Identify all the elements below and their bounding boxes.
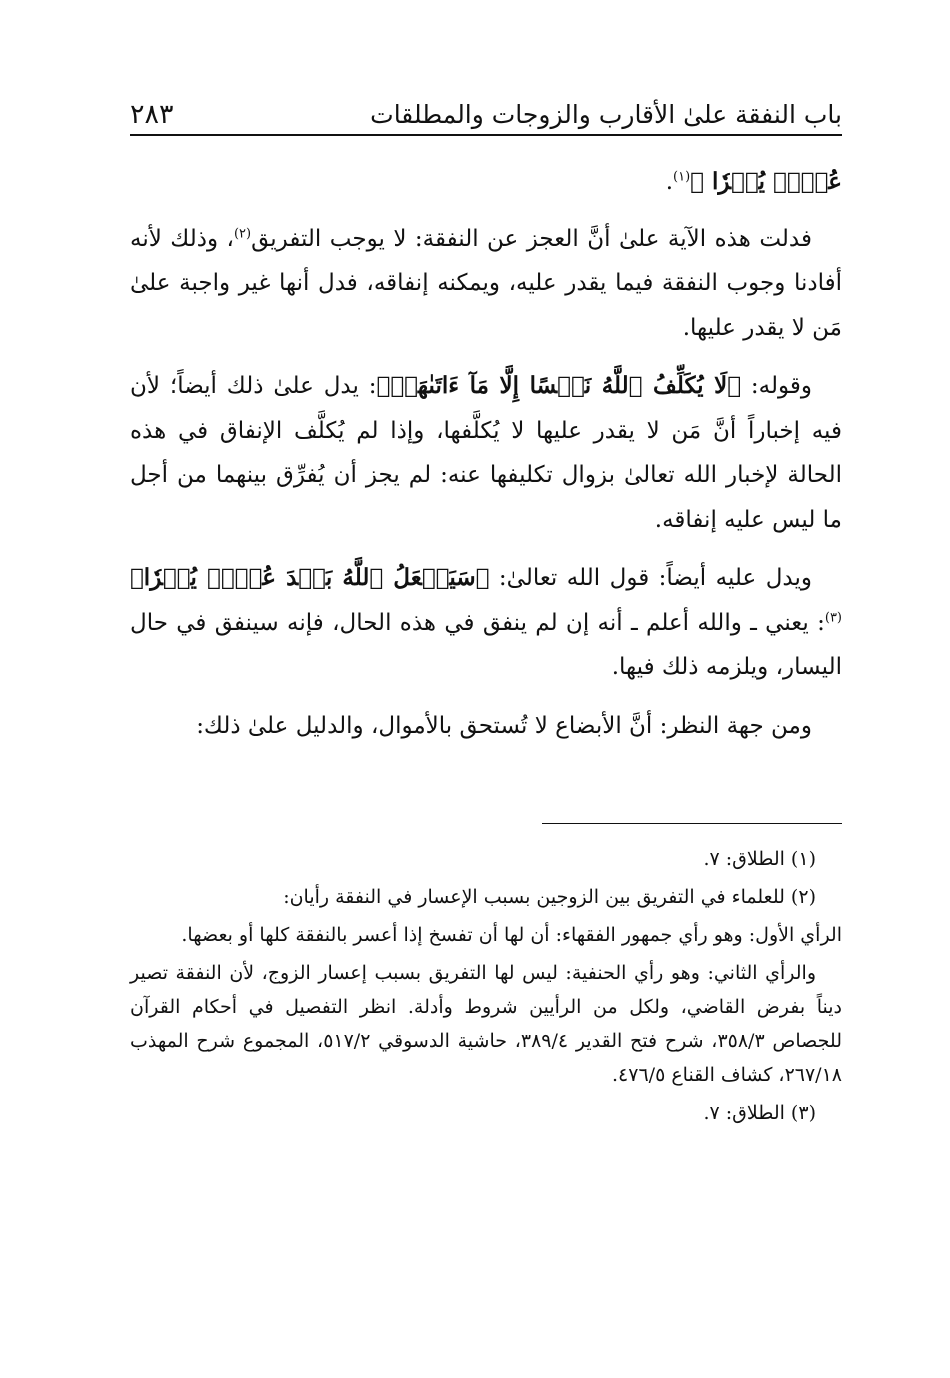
footnote-3: (٣) الطلاق: ٧. — [703, 1102, 816, 1124]
paragraph-4-start: ويدل عليه أيضاً: قول الله تعالىٰ: — [489, 565, 812, 591]
page-number: ٢٨٣ — [130, 99, 174, 130]
footnote-2: (٢) للعلماء في التفريق بين الزوجين بسبب الإعسار في النفقة رأيان: — [283, 886, 816, 908]
paragraph-2-rest: ، وذلك لأنه أفادنا وجوب النفقة فيما يقدر عليه، ويمكنه إنفاقه، فدل أنها غير واجبة علىٰ مَن لا يقدر عليها. — [130, 225, 842, 341]
footnote-ref-3: (٣) — [824, 609, 842, 625]
quran-verse: ﴿لَا يُكَلِّفُ ٱللَّهُ نَفۡسًا إِلَّا مَآ ءَاتَىٰهَاۚ﴾ — [376, 372, 742, 399]
paragraph-3-rest: : يدل علىٰ ذلك أيضاً؛ لأن فيه إخباراً أنَّ مَن لا يقدر عليها لا يُكلَّفها، وإذا لم يُكلَّف الإنفاق في هذه الحالة لإخبار الله تعالىٰ بزوال تكليفها عنه: لم يجز أن يُفرِّق بينهما من أجل ما ليس عليه إنفاقه. — [130, 373, 842, 533]
quran-verse-fragment: عُسۡرٖ يُسۡرٗا ﴾ — [690, 168, 842, 195]
paragraph-3-start: وقوله: — [741, 373, 813, 399]
paragraph-4-rest: : يعني ـ والله أعلم ـ أنه إن لم ينفق في هذه الحال، فإنه سينفق في حال اليسار، ويلزمه ذلك فيها. — [130, 609, 842, 680]
book-page — [130, 0, 842, 1378]
footnote-2-opinion-2: والرأي الثاني: وهو رأي الحنفية: ليس لها التفريق بسبب إعسار الزوج، لأن النفقة تصير ديناً بفرض القاضي، ولكل من الرأيين شروط وأدلة. انظر التفصيل في أحكام القرآن للجصاص ٣٥٨/٣، شرح فتح القدير ٣٨٩/٤، حاشية الدسوقي ٥١٧/٢، المجموع شرح المهذب ٢٦٧/١٨، كشاف القناع ٤٧٦/٥. — [130, 962, 843, 1086]
header-divider — [130, 134, 842, 136]
paragraph-5 — [130, 704, 842, 749]
footnote-ref-1: (١) — [673, 169, 691, 185]
quran-verse: ﴿سَيَجۡعَلُ ٱللَّهُ بَعۡدَ عُسۡرٖ يُسۡرٗا﴾ — [130, 564, 490, 591]
paragraph-1-end: . — [665, 169, 674, 195]
footnote-1: (١) الطلاق: ٧. — [703, 848, 816, 870]
paragraph-5-text: ومن جهة النظر: أنَّ الأبضاع لا تُستحق بالأموال، والدليل علىٰ ذلك: — [196, 712, 812, 739]
footnote-divider — [542, 823, 842, 824]
main-text — [130, 160, 842, 762]
footnotes — [130, 842, 842, 1134]
paragraph-3 — [130, 364, 842, 542]
chapter-title: باب النفقة علىٰ الأقارب والزوجات والمطلقات — [370, 100, 842, 129]
footnote-ref-2: (٢) — [233, 225, 252, 241]
paragraph-1 — [130, 160, 842, 205]
paragraph-4 — [130, 556, 842, 690]
footnote-2-opinion-1: الرأي الأول: وهو رأي جمهور الفقهاء: أن لها أن تفسخ إذا أعسر بالنفقة كلها أو بعضها. — [181, 924, 842, 946]
paragraph-2-text: فدلت هذه الآية علىٰ أنَّ العجز عن النفقة: لا يوجب التفريق — [251, 225, 813, 252]
paragraph-2 — [130, 217, 842, 351]
running-header — [130, 92, 842, 132]
